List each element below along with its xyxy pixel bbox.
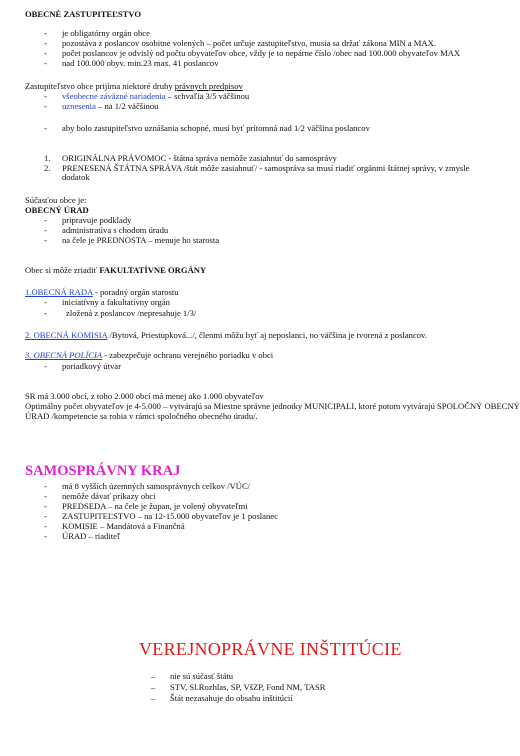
paragraph-line: Optimálny počet obyvateľov je 4-5.000 – vytvárajú sa Miestne správne jednotky MUNICIPALI, ktoré potom vytvárajú SPOLOČNÝ OBECNÝ	[25, 401, 520, 411]
section-heading-obecne-zastupitelstvo: OBECNÉ ZASTUPITEĽSTVO	[25, 9, 142, 19]
list-item: ÚRAD – riaditeľ	[62, 531, 121, 541]
organ-title-link: 3. OBECNÁ POLÍCIA	[25, 350, 103, 360]
bullet-dash: -	[44, 297, 47, 307]
bullet-dash: -	[44, 308, 47, 318]
list-item: počet poslancov je odvislý od počtu obyvateľov obce, vždy je to nepárne číslo /obec nad 100.000 obyvateľov MAX	[62, 48, 461, 58]
bullet-dash: -	[44, 28, 47, 38]
paragraph-underlined-text: právnych predpisov	[174, 81, 243, 91]
bullet-dash: -	[44, 58, 47, 68]
bullet-dash: -	[44, 491, 47, 501]
bullet-dash: -	[44, 215, 47, 225]
list-item: poriadkový útvar	[62, 361, 121, 371]
term-blue: uznesenia	[62, 101, 96, 111]
bullet-dash: -	[44, 361, 47, 371]
bullet-dash: -	[44, 91, 47, 101]
bullet-dash: -	[44, 531, 47, 541]
list-item: KOMISIE – Mandátová a Finančná	[62, 521, 185, 531]
paragraph-sucast-obce: Súčasťou obce je:	[25, 195, 87, 205]
bullet-dash: -	[44, 481, 47, 491]
organ-title-link: 1.OBECNÁ RADA	[25, 287, 93, 297]
list-item: pripravuje podklady	[62, 215, 132, 225]
list-item: nemôže dávať príkazy obci	[62, 491, 156, 501]
paragraph-line: SR má 3.000 obcí, z toho 2.000 obcí má menej ako 1.000 obyvateľov	[25, 391, 264, 401]
list-item-text: – na 1/2 väčšinou	[95, 101, 159, 111]
organ-description: - zabezpečuje ochranu verejného poriadku v obci	[102, 350, 274, 360]
list-item: nad 100.000 obyv. min.23 max. 41 poslancov	[62, 58, 219, 68]
paragraph-line: ÚRAD /kompetencie sa robia v rámci spoločného obecného úradu/.	[25, 411, 258, 421]
bullet-dash: -	[44, 48, 47, 58]
numbered-item-continuation: dodatok	[62, 172, 90, 182]
list-item: je obligatórny orgán obce	[62, 28, 150, 38]
term-blue: všeobecne záväzné nariadenia	[62, 91, 166, 101]
list-item: aby bolo zastupiteľstvo uznášania schopné, musí byť prítomná nad 1/2 väčšina poslancov	[62, 123, 370, 133]
list-item: PREDSEDA – na čele je župan, je volený obyvateľmi	[62, 501, 248, 511]
list-item: zložená z poslancov /nepresahuje 1/3/	[66, 308, 197, 318]
list-item: Štát nezasahuje do obsahu inštitúcií	[170, 693, 293, 703]
section-heading-obecny-urad: OBECNÝ ÚRAD	[25, 205, 89, 215]
paragraph-text: Zastupiteľstvo obce prijíma niektoré druhy	[25, 81, 175, 91]
bullet-dash: -	[44, 511, 47, 521]
bullet-dash: -	[44, 123, 47, 133]
numbered-item: ORIGINÁLNA PRÁVOMOC - štátna správa nemôže zasiahnuť do samosprávy	[62, 153, 337, 163]
list-item: na čele je PREDNOSTA – menuje ho starosta	[62, 235, 220, 245]
list-item: iniciatívny a fakultatívny orgán	[62, 297, 170, 307]
section-heading-verejnopravne-institucie: VEREJNOPRÁVNE INŠTITÚCIE	[139, 639, 402, 659]
paragraph-fakultativne-organy	[25, 266, 206, 276]
section-heading-samospravny-kraj: SAMOSPRÁVNY KRAJ	[25, 463, 181, 479]
paragraph-bold-text: FAKULTATÍVNE ORGÁNY	[99, 265, 207, 275]
bullet-dash: -	[44, 235, 47, 245]
list-item: ZASTUPITEĽSTVO – na 12-15.000 obyvateľov je 1 poslanec	[62, 511, 278, 521]
organ-description: /Bytová, Priestupková.../, členmi môžu byť aj neposlanci, no väčšina je tvorená z poslancov.	[107, 330, 427, 340]
list-number: 2.	[44, 163, 51, 173]
list-item: STV, Sl.Rozhlas, SP, VšZP, Fond NM, TASR	[170, 682, 326, 692]
bullet-dash: -	[44, 225, 47, 235]
bullet-dash: -	[44, 521, 47, 531]
bullet-dash: -	[44, 501, 47, 511]
organ-title-link: 2. OBECNÁ KOMISIA	[25, 330, 108, 340]
bullet-dash: –	[151, 693, 156, 703]
organ-obecna-policia	[25, 351, 273, 361]
organ-obecna-komisia	[25, 331, 427, 341]
list-item	[62, 102, 158, 112]
numbered-item: PRENESENÁ ŠTÁTNA SPRÁVA /štát môže zasiahnuť/ - samospráva sa musí riadiť orgánmi štátnej správy, v zmysle	[62, 163, 470, 173]
bullet-dash: -	[44, 38, 47, 48]
list-item: má 8 vyšších územných samosprávnych celkov /VÚC/	[62, 481, 251, 491]
bullet-dash: -	[44, 101, 47, 111]
organ-description: - poradný orgán starostu	[92, 287, 179, 297]
bullet-dash: –	[151, 682, 156, 692]
list-number: 1.	[44, 153, 51, 163]
list-item: nie sú súčasť štátu	[170, 671, 234, 681]
list-item: administratíva s chodom úradu	[62, 225, 169, 235]
list-item-text: – schvaľia 3/5 väčšinou	[165, 91, 250, 101]
bullet-dash: –	[151, 671, 156, 681]
paragraph-text: Obec si môže zriadiť	[25, 265, 100, 275]
list-item: pozostáva z poslancov osobitne volených – počet určuje zastupiteľstvo, musia sa držať zákona MIN a MAX.	[62, 38, 436, 48]
